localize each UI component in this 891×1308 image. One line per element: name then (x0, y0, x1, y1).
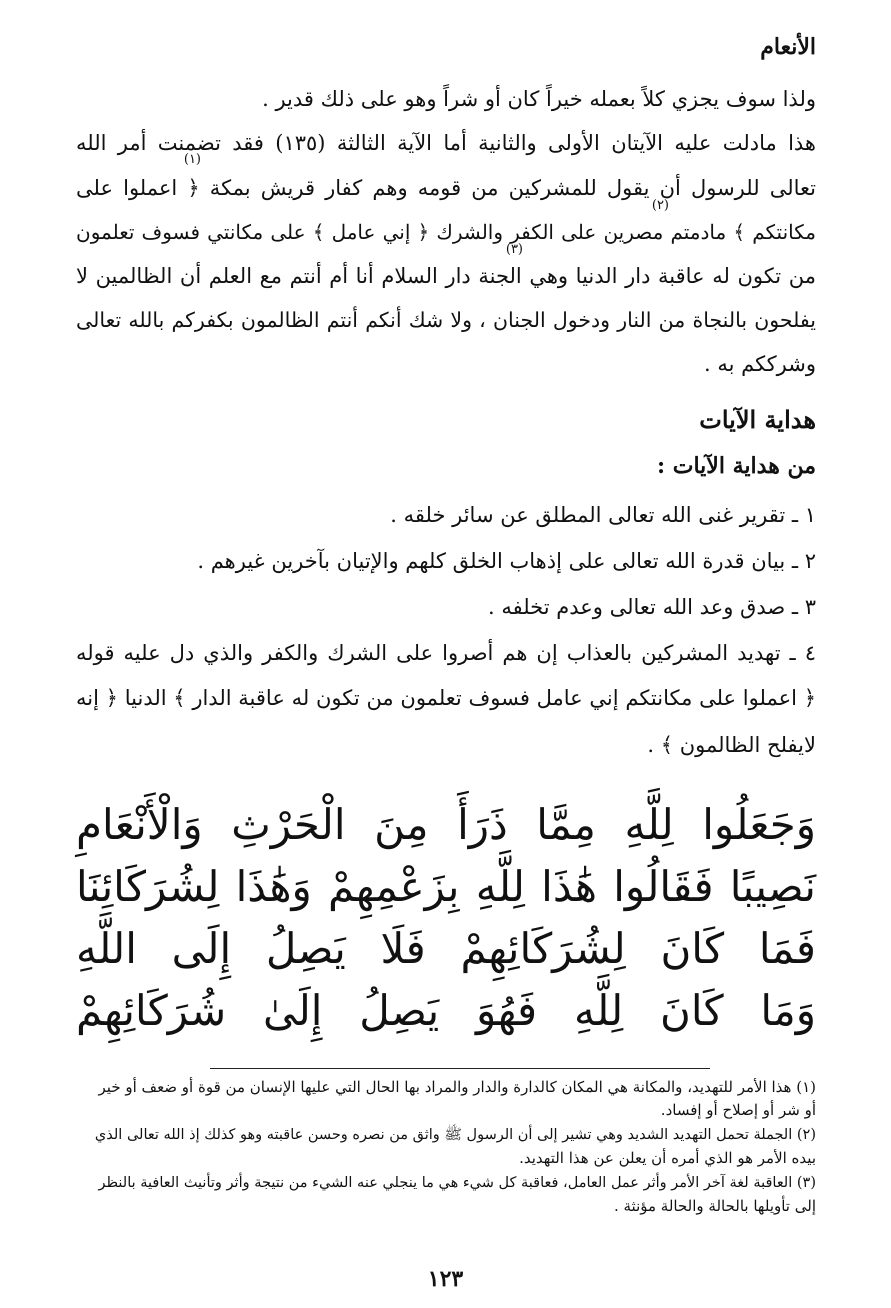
body-line-5: من تكون له عاقبة دار الدنيا وهي الجنة دار السلام أنا أم أنتم مع العلم أن الظالمين لا (76, 264, 816, 288)
footnote-3-line-2: إلى تأويلها بالحالة والحالة مؤنثة . (613, 1197, 816, 1215)
footnote-1-line-1: (١) هذا الأمر للتهديد، والمكانة هي المكان كالدارة والدار والمراد بها الحال التي عليها الإنسان من قوة أو ضعف أو خير (98, 1078, 816, 1096)
body-line-1: ولذا سوف يجزي كلاً بعمله خيراً كان أو شراً وهو على ذلك قدير . (262, 87, 816, 111)
quran-verse-line-4: وَمَا كَانَ لِلَّهِ فَهُوَ يَصِلُ إِلَىٰ شُرَكَائِهِمْ (76, 986, 816, 1035)
page-header-surah-name: الأنعام (760, 34, 816, 60)
body-line-2: هذا مادلت عليه الآيتان الأولى والثانية أما الآية الثالثة (١٣٥) فقد تضمنت أمر الله (76, 131, 817, 155)
body-line-6: يفلحون بالنجاة من النار ودخول الجنان ، ولا شك أنكم أنتم الظالمون بكفركم بالله تعالى (76, 308, 816, 332)
guidance-item-2: ٢ ـ بيان قدرة الله تعالى على إذهاب الخلق كلهم والإتيان بآخرين غيرهم . (197, 549, 816, 573)
footnote-3-line-1: (٣) العاقبة لغة آخر الأمر وأثر عمل العامل، فعاقبة كل شيء هي ما ينجلي عنه الشيء من نتيجة وأثر وتأنيث العافية بالنظر (98, 1175, 816, 1191)
body-line-4: مكانتكم ﴾ مادمتم مصرين على الكفر والشرك ﴿ إني عامل ﴾ على مكانتي فسوف تعلمون (76, 220, 816, 244)
page-number: ١٢٣ (427, 1266, 464, 1292)
guidance-item-4-line-3: لايفلح الظالمون ﴾ . (647, 733, 816, 757)
footnote-separator (210, 1068, 710, 1069)
guidance-item-3: ٣ ـ صدق وعد الله تعالى وعدم تخلفه . (487, 595, 816, 619)
footnote-mark-1: (١) (183, 152, 201, 167)
footnote-2-line-1: (٢) الجملة تحمل التهديد الشديد وهي تشير إلى أن الرسول ﷺ واثق من نصره وحسن عاقبته وهو كذلك إذ الله تعالى الذي (94, 1127, 816, 1143)
quran-verse-line-1: وَجَعَلُوا لِلَّهِ مِمَّا ذَرَأَ مِنَ الْحَرْثِ وَالْأَنْعَامِ (76, 800, 816, 849)
body-line-7: وشرككم به . (703, 352, 816, 376)
guidance-item-1: ١ ـ تقرير غنى الله تعالى المطلق عن سائر خلقه . (390, 503, 816, 527)
guidance-item-4-line-1: ٤ ـ تهديد المشركين بالعذاب إن هم أصروا على الشرك والكفر والذي دل عليه قوله (76, 641, 816, 665)
body-line-3: تعالى للرسول أن يقول للمشركين من قومه وهم كفار قريش بمكة ﴿ اعملوا على (76, 176, 816, 200)
footnote-2-line-2: بيده الأمر هو الذي أمره أن يعلن عن هذا التهديد. (519, 1149, 816, 1167)
guidance-item-4-line-2: ﴿ اعملوا على مكانتكم إني عامل فسوف تعلمون من تكون له عاقبة الدار ﴾ الدنيا ﴿ إنه (76, 686, 816, 710)
footnote-1-line-2: أو شر أو إصلاح أو إفساد. (660, 1101, 816, 1119)
footnote-mark-2: (٢) (651, 198, 669, 213)
guidance-subheading: من هداية الآيات : (656, 453, 816, 479)
quran-verse-line-3: فَمَا كَانَ لِشُرَكَائِهِمْ فَلَا يَصِلُ إِلَى اللَّهِ (76, 924, 816, 973)
guidance-heading: هداية الآيات (699, 405, 816, 434)
quran-verse-line-2: نَصِيبًا فَقَالُوا هَٰذَا لِلَّهِ بِزَعْمِهِمْ وَهَٰذَا لِشُرَكَائِنَا (76, 862, 816, 911)
footnote-mark-3: (٣) (505, 242, 523, 257)
